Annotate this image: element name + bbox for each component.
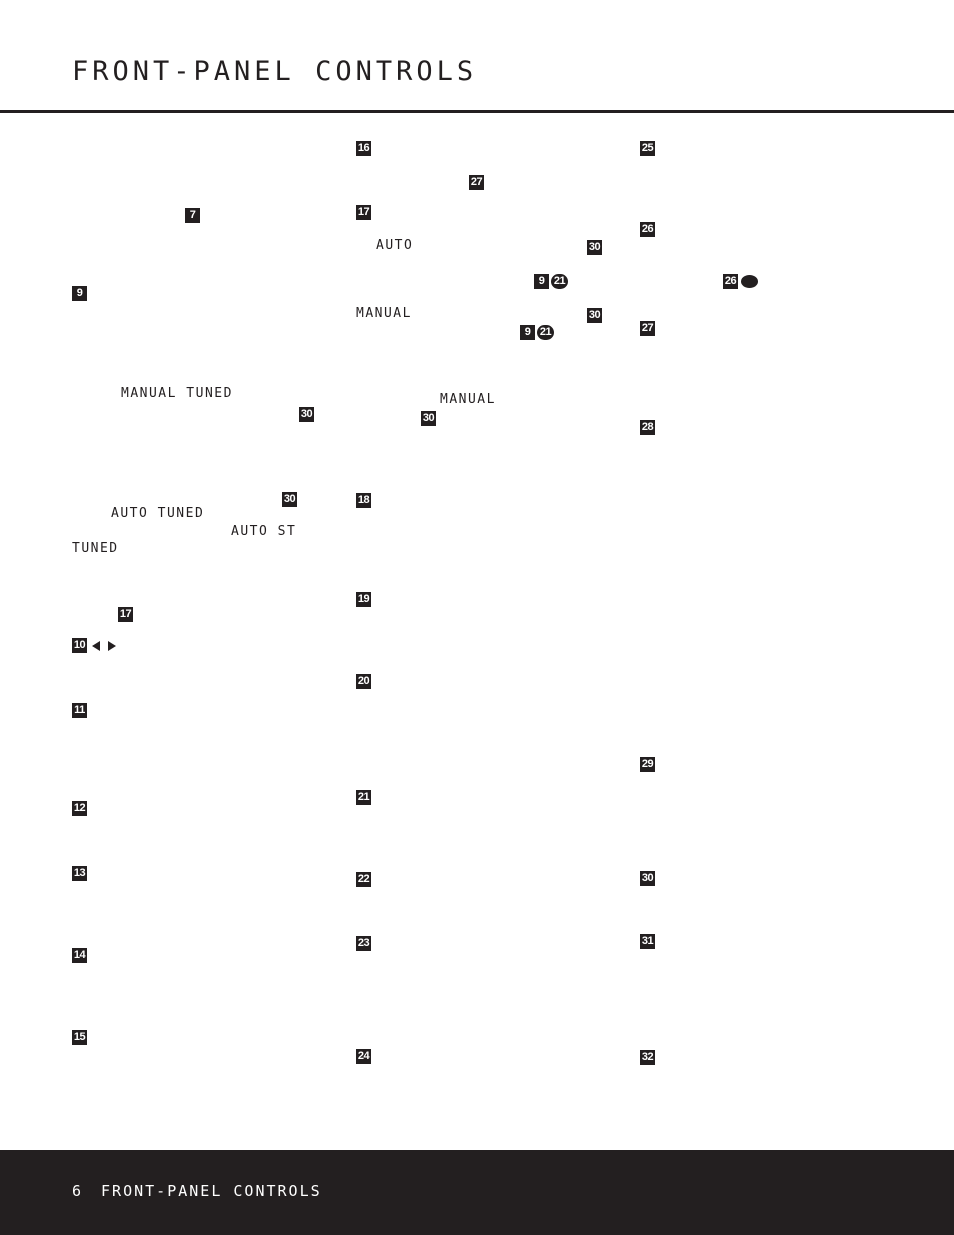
ref-badge-16: 16 [357,142,370,154]
ref-badge-20: 20 [357,675,370,687]
ref-badge-30: 30 [283,493,296,505]
ref-badge-10: 10 [73,639,86,651]
ref-badge-28: 28 [641,421,654,433]
display-text-auto: AUTO [376,238,414,253]
ref-badge-26: 26 [641,223,654,235]
ref-badge-12: 12 [73,802,86,814]
filled-circle-icon [741,275,758,288]
ref-badge-30: 30 [300,408,313,420]
arrow-left-icon [92,641,100,651]
footer-label [72,1182,322,1200]
ref-badge-30: 30 [588,309,601,321]
ref-badge-9: 9 [534,274,549,289]
ref-badge-32: 32 [641,1051,654,1063]
ref-badge-21-circle: 21 [537,325,554,340]
ref-badge-17: 17 [357,206,370,218]
ref-badge-9: 9 [72,286,87,301]
ref-badge-26: 26 [724,275,737,287]
display-text-auto-st: AUTO ST [231,524,297,539]
ref-badge-13: 13 [73,867,86,879]
ref-badge-21-circle: 21 [551,274,568,289]
display-text-auto-tuned: AUTO TUNED [111,506,205,521]
display-text-manual-tuned: MANUAL TUNED [121,386,233,401]
ref-badge-18: 18 [357,494,370,506]
ref-badge-19: 19 [357,593,370,605]
header-rule [0,110,954,113]
display-text-manual: MANUAL [440,392,496,407]
ref-badge-30: 30 [588,241,601,253]
ref-badge-27: 27 [641,322,654,334]
ref-badge-25: 25 [641,142,654,154]
ref-badge-14: 14 [73,949,86,961]
ref-badge-17: 17 [119,608,132,620]
display-text-tuned: TUNED [72,541,119,556]
ref-badge-9: 9 [520,325,535,340]
ref-badge-31: 31 [641,935,654,947]
footer-section-title: FRONT-PANEL CONTROLS [101,1182,322,1200]
ref-badge-27: 27 [470,176,483,188]
ref-badge-21: 21 [357,791,370,803]
ref-badge-7: 7 [185,208,200,223]
ref-badge-29: 29 [641,758,654,770]
ref-badge-22: 22 [357,873,370,885]
ref-badge-23: 23 [357,937,370,949]
display-text-manual: MANUAL [356,306,412,321]
arrow-right-icon [108,641,116,651]
ref-badge-11: 11 [72,703,87,718]
page-title: FRONT-PANEL CONTROLS [72,56,478,87]
ref-badge-15: 15 [73,1031,86,1043]
ref-badge-24: 24 [357,1050,370,1062]
page-number: 6 [72,1182,84,1200]
ref-badge-30: 30 [641,872,654,884]
ref-badge-30: 30 [422,412,435,424]
